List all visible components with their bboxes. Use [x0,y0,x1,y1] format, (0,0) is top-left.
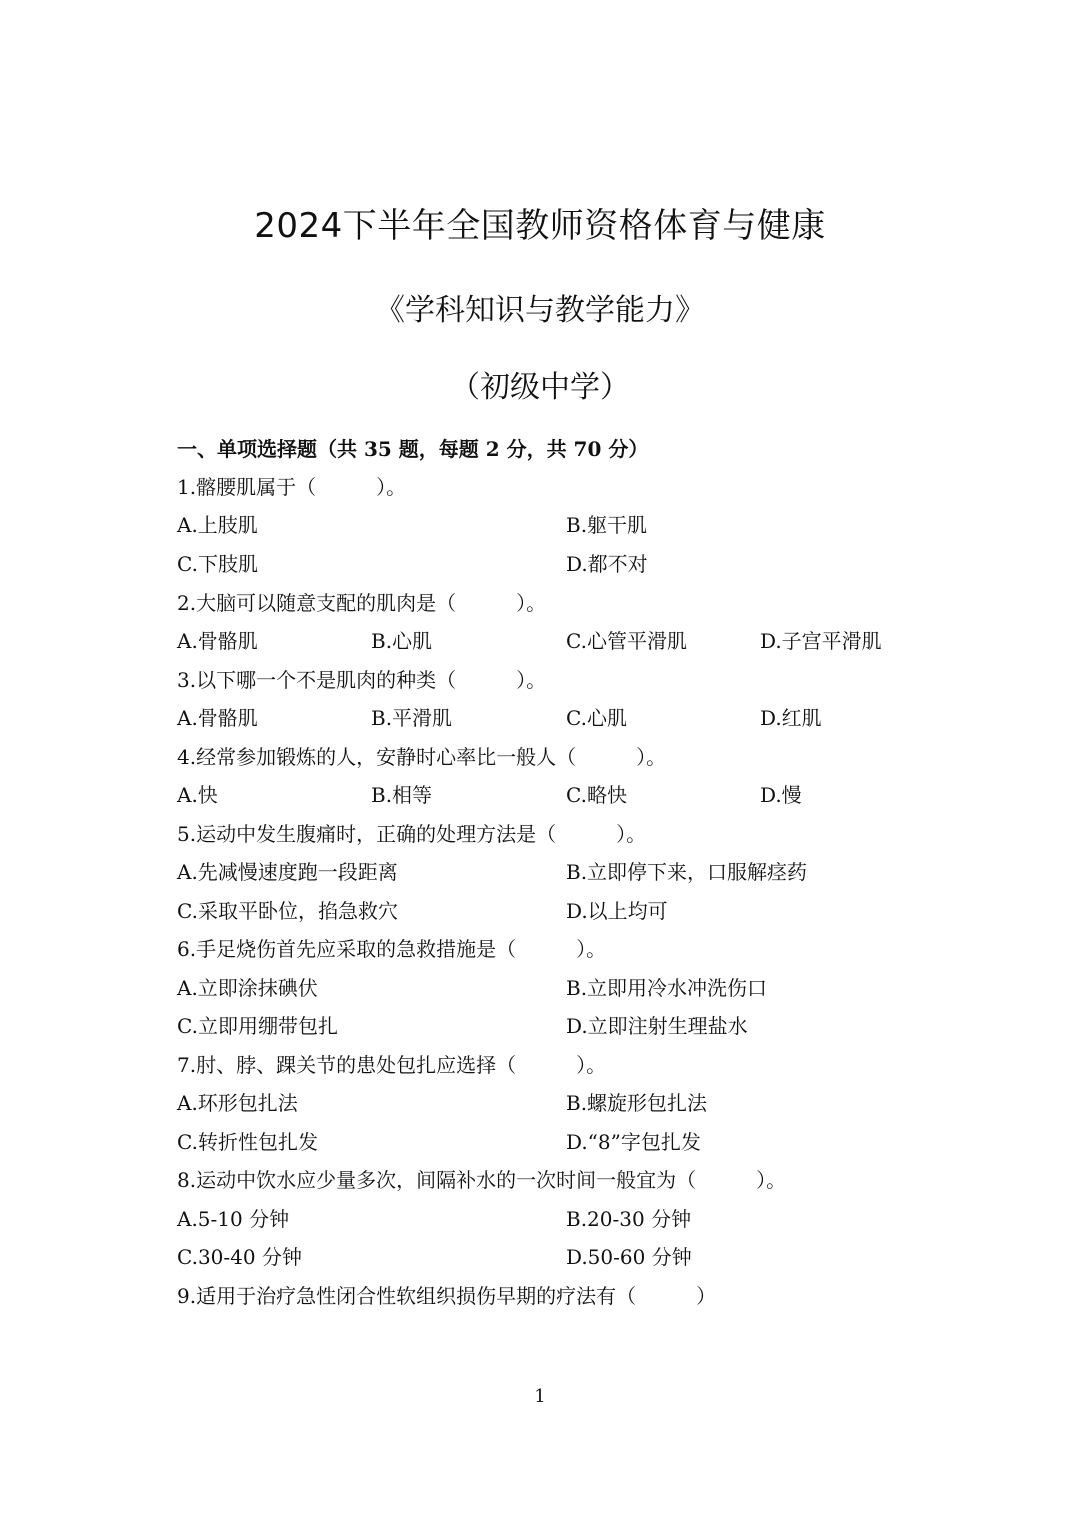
exam-title: 2024下半年全国教师资格体育与健康 [254,206,826,246]
question-option: C.转折性包扎发 [177,1130,318,1154]
question-stem: 9.适用于治疗急性闭合性软组织损伤早期的疗法有（ ） [177,1284,717,1308]
question-option: C.30-40 分钟 [177,1245,302,1269]
question-option: D.“8”字包扎发 [566,1130,701,1154]
question-option: C.采取平卧位，掐急救穴 [177,899,398,923]
question-option: B.平滑肌 [371,706,453,730]
section-heading: 一、单项选择题（共 35 题，每题 2 分，共 70 分） [177,437,649,461]
question-option: B.20-30 分钟 [566,1207,692,1231]
question-option: A.骨骼肌 [177,706,258,730]
page-number: 1 [534,1386,546,1407]
question-stem: 4.经常参加锻炼的人，安静时心率比一般人（ ）。 [177,745,667,769]
question-stem: 7.肘、脖、踝关节的患处包扎应选择（ ）。 [177,1053,607,1077]
question-option: A.上肢肌 [177,513,258,537]
question-stem: 3.以下哪一个不是肌肉的种类（ ）。 [177,668,547,692]
question-option: A.环形包扎法 [177,1091,298,1115]
question-option: D.50-60 分钟 [566,1245,692,1269]
question-option: B.立即用冷水冲洗伤口 [566,976,768,1000]
question-option: A.5-10 分钟 [177,1207,290,1231]
question-option: A.先减慢速度跑一段距离 [177,860,398,884]
question-option: C.心管平滑肌 [566,629,687,653]
question-option: D.立即注射生理盐水 [566,1014,748,1038]
question-option: D.以上均可 [566,899,668,923]
question-stem: 8.运动中饮水应少量多次，间隔补水的一次时间一般宜为（ ）。 [177,1168,787,1192]
question-option: A.快 [177,783,218,807]
exam-level: （初级中学） [450,370,630,405]
question-option: B.螺旋形包扎法 [566,1091,708,1115]
question-option: C.心肌 [566,706,627,730]
question-stem: 6.手足烧伤首先应采取的急救措施是（ ）。 [177,937,607,961]
question-stem: 2.大脑可以随意支配的肌肉是（ ）。 [177,591,547,615]
question-option: D.红肌 [760,706,822,730]
question-option: B.相等 [371,783,433,807]
question-option: C.立即用绷带包扎 [177,1014,338,1038]
question-option: D.都不对 [566,552,648,576]
question-option: A.骨骼肌 [177,629,258,653]
question-option: D.慢 [760,783,802,807]
question-stem: 5.运动中发生腹痛时，正确的处理方法是（ ）。 [177,822,647,846]
question-option: B.立即停下来，口服解痉药 [566,860,808,884]
exam-subtitle: 《学科知识与教学能力》 [375,293,705,328]
question-option: B.心肌 [371,629,433,653]
question-option: D.子宫平滑肌 [760,629,882,653]
question-option: A.立即涂抹碘伏 [177,976,318,1000]
question-option: B.躯干肌 [566,513,648,537]
question-option: C.略快 [566,783,627,807]
question-stem: 1.髂腰肌属于（ ）。 [177,475,407,499]
question-option: C.下肢肌 [177,552,258,576]
